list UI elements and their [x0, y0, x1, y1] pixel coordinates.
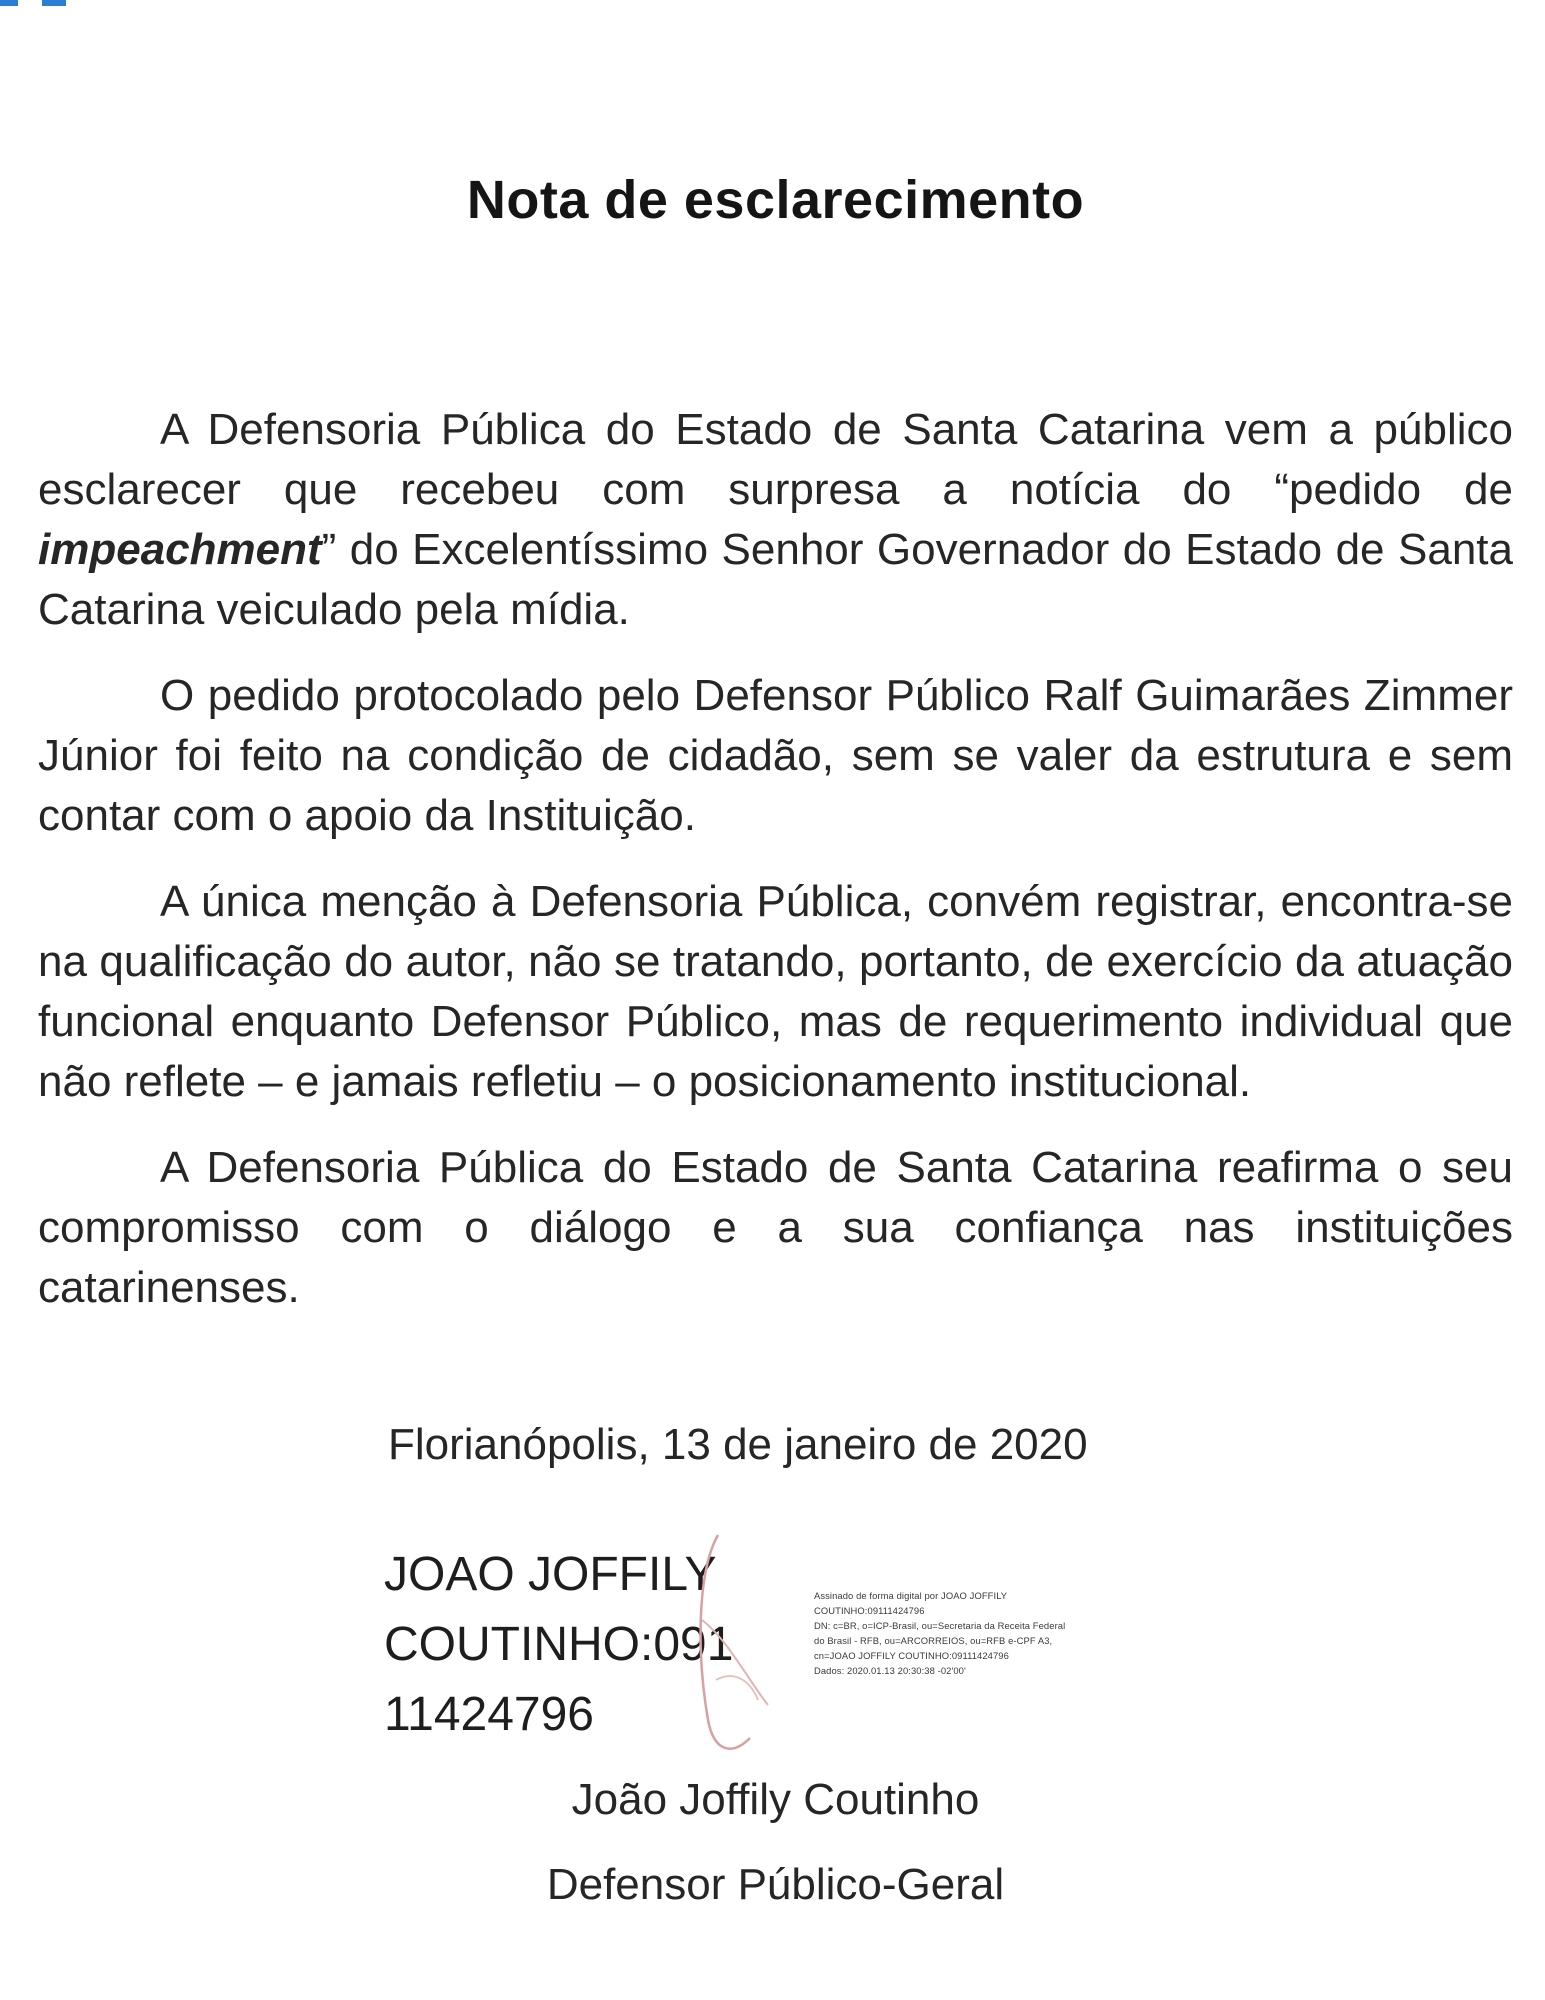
cert-line-6: Dados: 2020.01.13 20:30:38 -02'00'	[814, 1665, 966, 1676]
paragraph-1-after: ” do Excelentíssimo Senhor Governador do Estado de Santa Catarina veiculado pela mídia.	[38, 525, 1513, 634]
paragraph-4: A Defensoria Pública do Estado de Santa Catarina reafirma o seu compromisso com o diálogo e a sua confiança nas instituições catarinenses.	[38, 1143, 1513, 1312]
paragraph-2: O pedido protocolado pelo Defensor Público Ralf Guimarães Zimmer Júnior foi feito na condição de cidadão, sem se valer da estrutura e sem contar com o apoio da Instituição.	[38, 671, 1513, 840]
top-mark-segment-2	[42, 0, 66, 6]
cert-line-2: COUTINHO:09111424796	[814, 1605, 925, 1616]
paragraph-1	[38, 400, 1513, 640]
cert-line-4: do Brasil - RFB, ou=ARCORREIOS, ou=RFB e-CPF A3,	[814, 1635, 1053, 1646]
signatory-role: Defensor Público-Geral	[546, 1860, 1005, 1909]
place-date: Florianópolis, 13 de janeiro de 2020	[388, 1420, 1088, 1469]
seal-stroke-3	[716, 1676, 758, 1700]
cert-line-3: DN: c=BR, o=ICP-Brasil, ou=Secretaria da Receita Federal	[814, 1620, 1066, 1631]
seal-stroke-2	[702, 1620, 768, 1705]
paragraph-1-before: A Defensoria Pública do Estado de Santa Catarina vem a público esclarecer que recebeu com surpresa a notícia do “pedido de	[38, 405, 1513, 514]
seal-stroke-1	[701, 1535, 750, 1749]
signature-seal-icon	[688, 1530, 778, 1760]
top-edge-mark	[0, 0, 90, 10]
document-body	[38, 400, 1513, 1344]
top-mark-segment-1	[0, 0, 18, 6]
signer-line-3: 11424796	[384, 1688, 594, 1741]
cert-line-5: cn=JOAO JOFFILY COUTINHO:09111424796	[814, 1650, 1009, 1661]
document-title: Nota de esclarecimento	[466, 170, 1085, 230]
paragraph-3: A única menção à Defensoria Pública, convém registrar, encontra-se na qualificação do autor, não se tratando, portanto, de exercício da atuação funcional enquanto Defensor Público, mas de requerimento individual que não reflete – e jamais refletiu – o posicionamento institucional.	[38, 877, 1513, 1106]
signer-line-2: COUTINHO:091	[384, 1618, 734, 1671]
signatory-name: João Joffily Coutinho	[571, 1775, 980, 1824]
digital-signature-details	[814, 1588, 1204, 1678]
signer-line-1: JOAO JOFFILY	[384, 1548, 717, 1601]
impeachment-emphasis: impeachment	[38, 525, 322, 574]
cert-line-1: Assinado de forma digital por JOAO JOFFILY	[814, 1590, 1008, 1601]
